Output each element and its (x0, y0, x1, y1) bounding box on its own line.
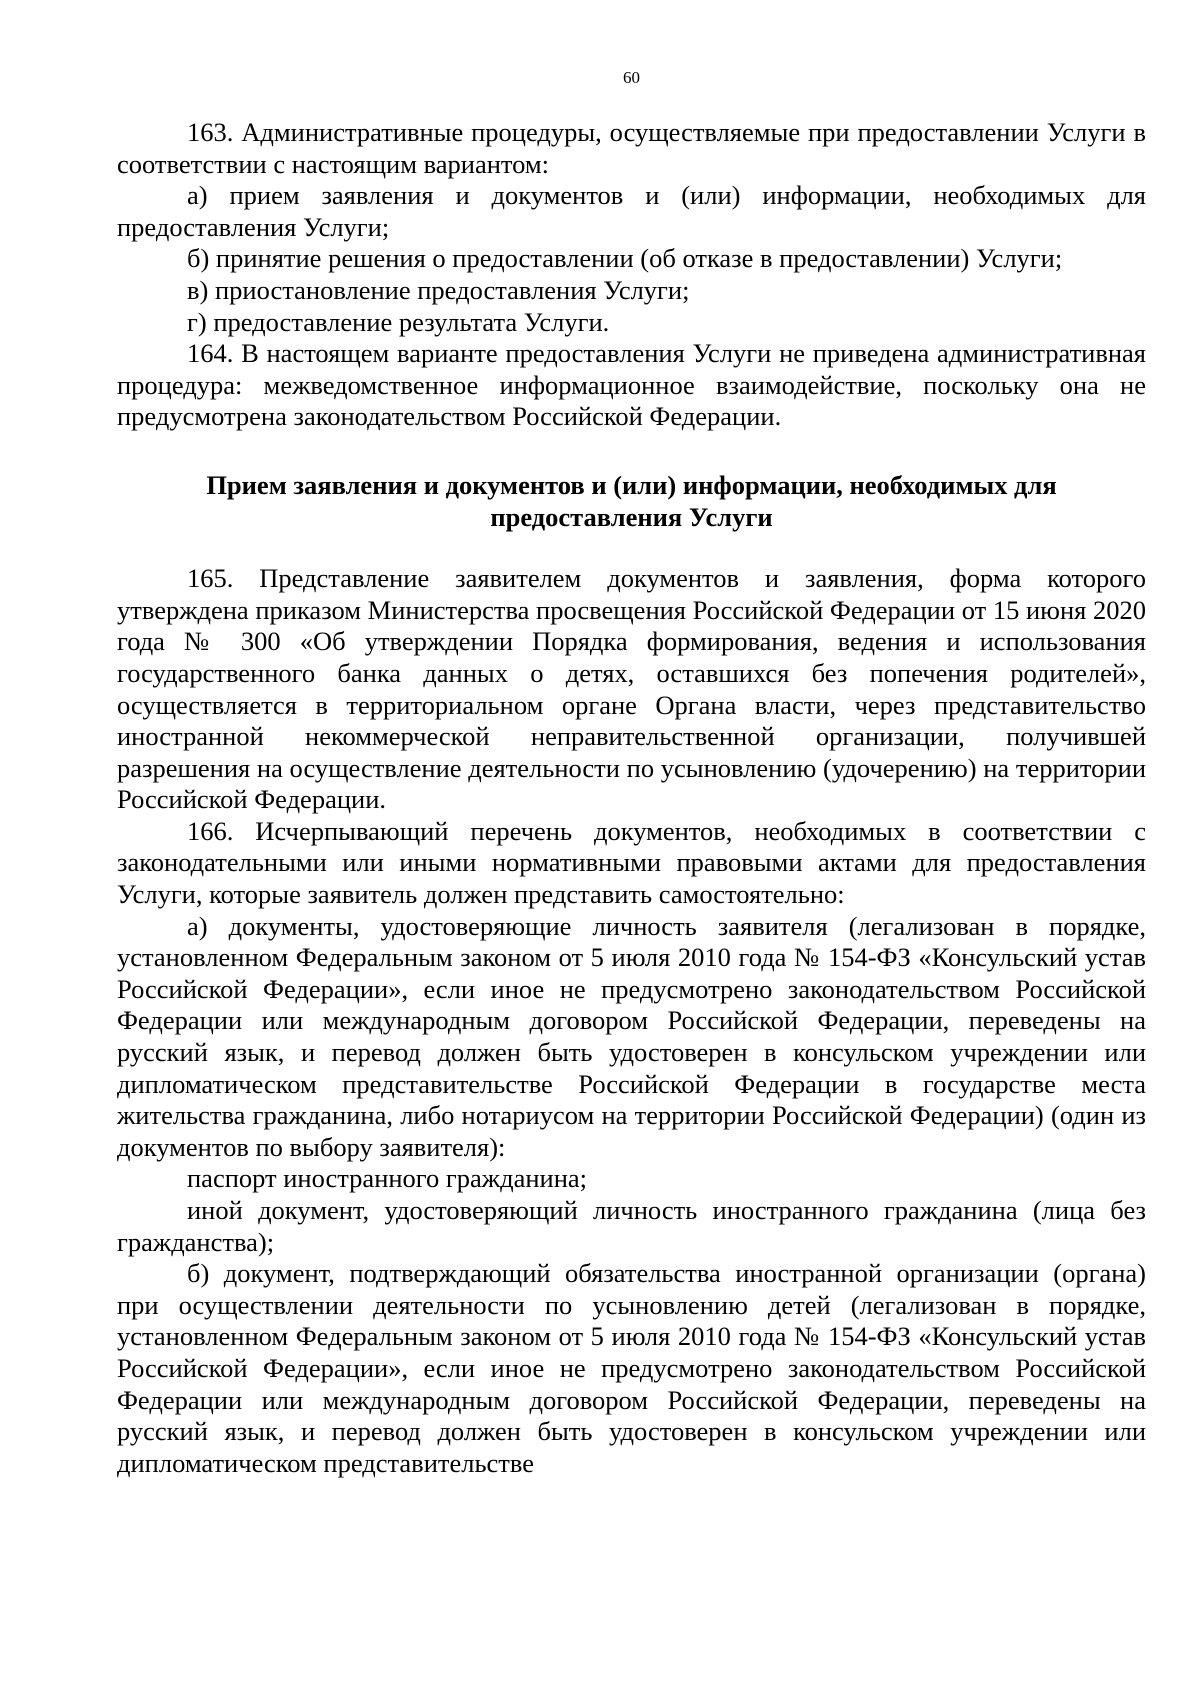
list-item-g: г) предоставление результата Услуги. (187, 306, 610, 337)
page-number: 60 (623, 68, 640, 87)
section-heading: Прием заявления и документов и (или) информации, необходимых для предоставления Услуги (206, 469, 1057, 532)
paragraph-163: 163. Административные процедуры, осуществляемые при предоставлении Услуги в соответствии с настоящим вариантом: (117, 117, 1146, 179)
list-item-a: а) прием заявления и документов и (или) информации, необходимых для предоставления Услуги; (117, 180, 1146, 242)
section-application-intake (117, 563, 1146, 1479)
list-item-b: б) принятие решения о предоставлении (об отказе в предоставлении) Услуги; (187, 243, 1063, 274)
section-procedures (117, 117, 1146, 433)
list-item-v: в) приостановление предоставления Услуги; (187, 274, 690, 305)
list-item-other-id: иной документ, удостоверяющий личность иностранного гражданина (лица без гражданства); (117, 1195, 1146, 1257)
paragraph-165: 165. Представление заявителем документов и заявления, форма которого утверждена приказом Министерства просвещения Российской Федерации от 15 июня 2020 года № 300 «Об утверждении Порядка формирования, ведения и использования государственного банка данных о детях, оставшихся без попечения родителей», осуществляется в территориальном органе Органа власти, через представительство иностранной некоммерческой неправительственной организации, получившей разрешения на осуществление деятельности по усыновлению (удочерению) на территории Российской Федерации. (117, 563, 1146, 815)
paragraph-164: 164. В настоящем варианте предоставления Услуги не приведена административная процедура: межведомственное информационное взаимодействие, поскольку она не предусмотрена законодательством Российской Федерации. (117, 338, 1146, 432)
list-item-passport: паспорт иностранного гражданина; (187, 1163, 587, 1194)
paragraph-166: 166. Исчерпывающий перечень документов, необходимых в соответствии с законодательными или иными нормативными правовыми актами для предоставления Услуги, которые заявитель должен представить самостоятельно: (117, 815, 1146, 910)
list-item-a-documents: а) документы, удостоверяющие личность заявителя (легализован в порядке, установленном Федеральным законом от 5 июля 2010 года № 154-ФЗ «Консульский устав Российской Федерации», если иное не предусмотрено законодательством Российской Федерации или международным договором Российской Федерации, переведены на русский язык, и перевод должен быть удостоверен в консульском учреждении или дипломатическом представительстве Российской Федерации в государстве места жительства гражданина, либо нотариусом на территории Российской Федерации) (один из документов по выбору заявителя): (117, 910, 1146, 1162)
list-item-b-obligations: б) документ, подтверждающий обязательства иностранной организации (органа) при осуществлении деятельности по усыновлению детей (легализован в порядке, установленном Федеральным законом от 5 июля 2010 года № 154-ФЗ «Консульский устав Российской Федерации», если иное не предусмотрено законодательством Российской Федерации или международным договором Российской Федерации, переведены на русский язык, и перевод должен быть удостоверен в консульском учреждении или дипломатическом представительстве (117, 1258, 1146, 1478)
